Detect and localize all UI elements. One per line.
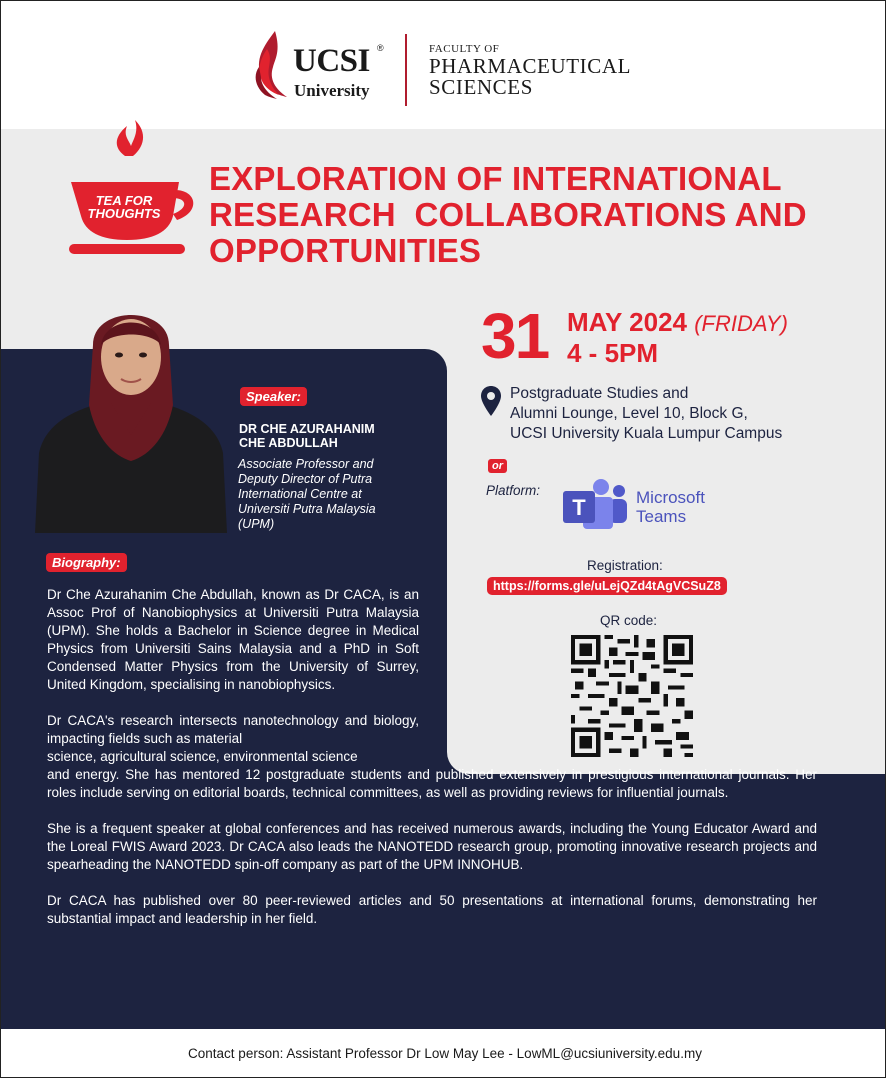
venue xyxy=(510,384,782,444)
title-line-1: EXPLORATION OF INTERNATIONAL xyxy=(209,160,782,197)
teams-line-2: Teams xyxy=(636,507,687,526)
faculty-line-2: SCIENCES xyxy=(429,75,533,99)
university-subtitle: University xyxy=(294,81,370,100)
venue-line-3: UCSI University Kuala Lumpur Campus xyxy=(510,425,783,442)
or-pill: or xyxy=(488,459,507,473)
bio-paragraph-3: She is a frequent speaker at global conferences and has received numerous awards, including the Young Educator Award and the Loreal FWIS Award 2023. Dr CACA also leads the NANOTEDD research group, promoting innovative research projects and spearheading the NANOTEDD spin-off company as part of the UPM INNOHUB. xyxy=(47,821,817,872)
microsoft-teams-icon xyxy=(561,477,629,533)
registration-link[interactable]: https://forms.gle/uLejQZd4tAgVCSuZ8 xyxy=(487,577,727,595)
venue-line-1: Postgraduate Studies and xyxy=(510,385,689,402)
speaker-role-line-4: Universiti Putra Malaysia xyxy=(238,502,376,516)
bio-paragraph-2b: science, agricultural science, environmental science xyxy=(47,749,358,764)
speaker-role-line-3: International Centre at xyxy=(238,487,362,501)
speaker-role-line-2: Deputy Director of Putra xyxy=(238,472,373,486)
location-pin-icon xyxy=(481,386,501,416)
event-day-number: 31 xyxy=(481,300,549,372)
biography-pill: Biography: xyxy=(46,553,127,572)
speaker-role-line-1: Associate Professor and xyxy=(238,457,374,471)
bio-paragraph-1: Dr Che Azurahanim Che Abdullah, known as Dr CACA, is an Assoc Prof of Nanobiophysics at Universiti Putra Malaysia (UPM). She holds a Bachelor in Science degree in Medical Physics from Universiti Sains Malaysia and a PhD in Soft Condensed Matter Physics from the University of Surrey, United Kingdom, specialising in nanobiophysics. xyxy=(47,587,419,692)
header xyxy=(1,1,886,129)
speaker-photo xyxy=(31,285,231,533)
speaker-name-line-1: DR CHE AZURAHANIM xyxy=(239,422,375,436)
bio-paragraph-2a: Dr CACA's research intersects nanotechnology and biology, impacting fields such as material xyxy=(47,713,419,746)
faculty-line-1: PHARMACEUTICAL xyxy=(429,54,632,78)
teams-line-1: Microsoft xyxy=(636,488,705,507)
venue-line-2: Alumni Lounge, Level 10, Block G, xyxy=(510,405,748,422)
tea-line-1: TEA FOR xyxy=(95,193,153,208)
platform-label: Platform: xyxy=(486,483,541,498)
ucsi-flame-logo-icon xyxy=(253,29,293,101)
title-line-2: RESEARCH COLLABORATIONS AND xyxy=(209,196,807,233)
teams-wordmark xyxy=(636,488,705,526)
tea-for-thoughts-text xyxy=(75,194,173,220)
faculty-name xyxy=(429,56,631,98)
month-year: MAY 2024 xyxy=(567,307,687,337)
header-divider xyxy=(405,34,407,106)
bio-paragraph-2c: and energy. She has mentored 12 postgraduate students and published extensively in prestigious international journals. Her roles include serving on editorial boards, technical committees, as well as providing reviews for influential journals. xyxy=(47,767,817,800)
qr-code[interactable] xyxy=(571,635,693,757)
tea-line-2: THOUGHTS xyxy=(87,206,161,221)
contact-person: Contact person: Assistant Professor Dr Low May Lee - LowML@ucsiuniversity.edu.my xyxy=(188,1046,702,1061)
speaker-pill: Speaker: xyxy=(240,387,307,406)
university-name: UCSI xyxy=(293,43,370,79)
speaker-name-line-2: CHE ABDULLAH xyxy=(239,436,338,450)
event-title xyxy=(209,161,869,269)
speaker-name xyxy=(239,422,429,450)
speaker-role xyxy=(238,457,428,532)
qr-label: QR code: xyxy=(600,613,658,628)
svg-text:T: T xyxy=(572,495,586,520)
speaker-role-line-5: (UPM) xyxy=(238,517,275,531)
registered-mark: ® xyxy=(377,43,384,53)
registration-label: Registration: xyxy=(587,558,663,573)
footer xyxy=(1,1031,886,1078)
weekday: (FRIDAY) xyxy=(694,311,788,336)
tea-cup-icon xyxy=(67,116,207,266)
title-line-3: OPPORTUNITIES xyxy=(209,232,482,269)
bio-paragraph-4: Dr CACA has published over 80 peer-reviewed articles and 50 presentations at international forums, demonstrating her substantial impact and leadership in her field. xyxy=(47,893,817,926)
faculty-prefix: FACULTY OF xyxy=(429,43,500,55)
event-time: 4 - 5PM xyxy=(567,338,659,368)
biography xyxy=(47,586,817,928)
event-month-year xyxy=(567,307,788,339)
